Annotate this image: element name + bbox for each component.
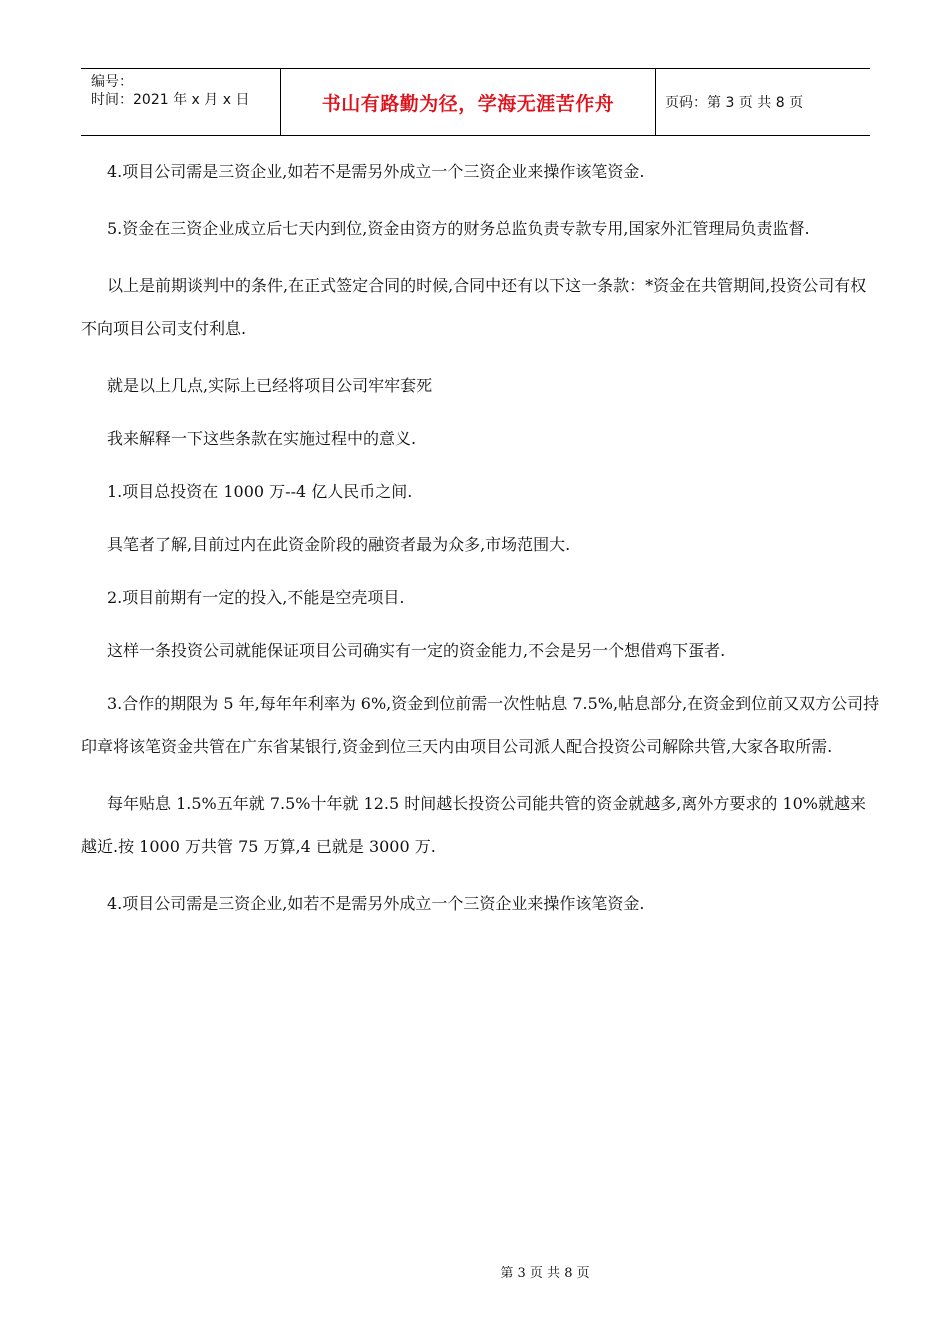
paragraph: 3.合作的期限为 5 年,每年年利率为 6%,资金到位前需一次性帖息 7.5%,帖息部分,在资金到位前又双方公司持印章将该笔资金共管在广东省某银行,资金到位三天内由项目公司派人配合投资公司解除共管,大家各取所需.: [81, 694, 880, 756]
paragraph: 以上是前期谈判中的条件,在正式签定合同的时候,合同中还有以下这一条款：*资金在共管期间,投资公司有权不向项目公司支付利息.: [81, 276, 867, 338]
paragraph: 我来解释一下这些条款在实施过程中的意义.: [107, 429, 417, 448]
document-body: [81, 150, 881, 939]
page-header: [81, 68, 870, 136]
paragraph: 2.项目前期有一定的投入,不能是空壳项目.: [107, 588, 405, 607]
paragraph: 5.资金在三资企业成立后七天内到位,资金由资方的财务总监负责专款专用,国家外汇管理局负责监督.: [107, 219, 810, 238]
paragraph: 4.项目公司需是三资企业,如若不是需另外成立一个三资企业来操作该笔资金.: [107, 162, 645, 181]
paragraph: 1.项目总投资在 1000 万--4 亿人民币之间.: [107, 482, 413, 501]
header-slogan: 书山有路勤为径，学海无涯苦作舟: [281, 69, 656, 135]
date-label: 时间：2021 年 x 月 x 日: [91, 92, 250, 108]
paragraph: 4.项目公司需是三资企业,如若不是需另外成立一个三资企业来操作该笔资金.: [107, 894, 645, 913]
header-page-info: 页码：第 3 页 共 8 页: [665, 95, 804, 111]
paragraph: 每年贴息 1.5%五年就 7.5%十年就 12.5 时间越长投资公司能共管的资金就越多,离外方要求的 10%就越来越近.按 1000 万共管 75 万算,4 已就是 3000 万.: [81, 794, 867, 856]
page-footer: 第 3 页 共 8 页: [500, 1266, 590, 1281]
number-label: 编号：: [91, 74, 133, 90]
header-meta: [81, 69, 281, 135]
paragraph: 这样一条投资公司就能保证项目公司确实有一定的资金能力,不会是另一个想借鸡下蛋者.: [107, 641, 726, 660]
paragraph: 具笔者了解,目前过内在此资金阶段的融资者最为众多,市场范围大.: [107, 535, 571, 554]
paragraph: 就是以上几点,实际上已经将项目公司牢牢套死: [107, 376, 433, 395]
